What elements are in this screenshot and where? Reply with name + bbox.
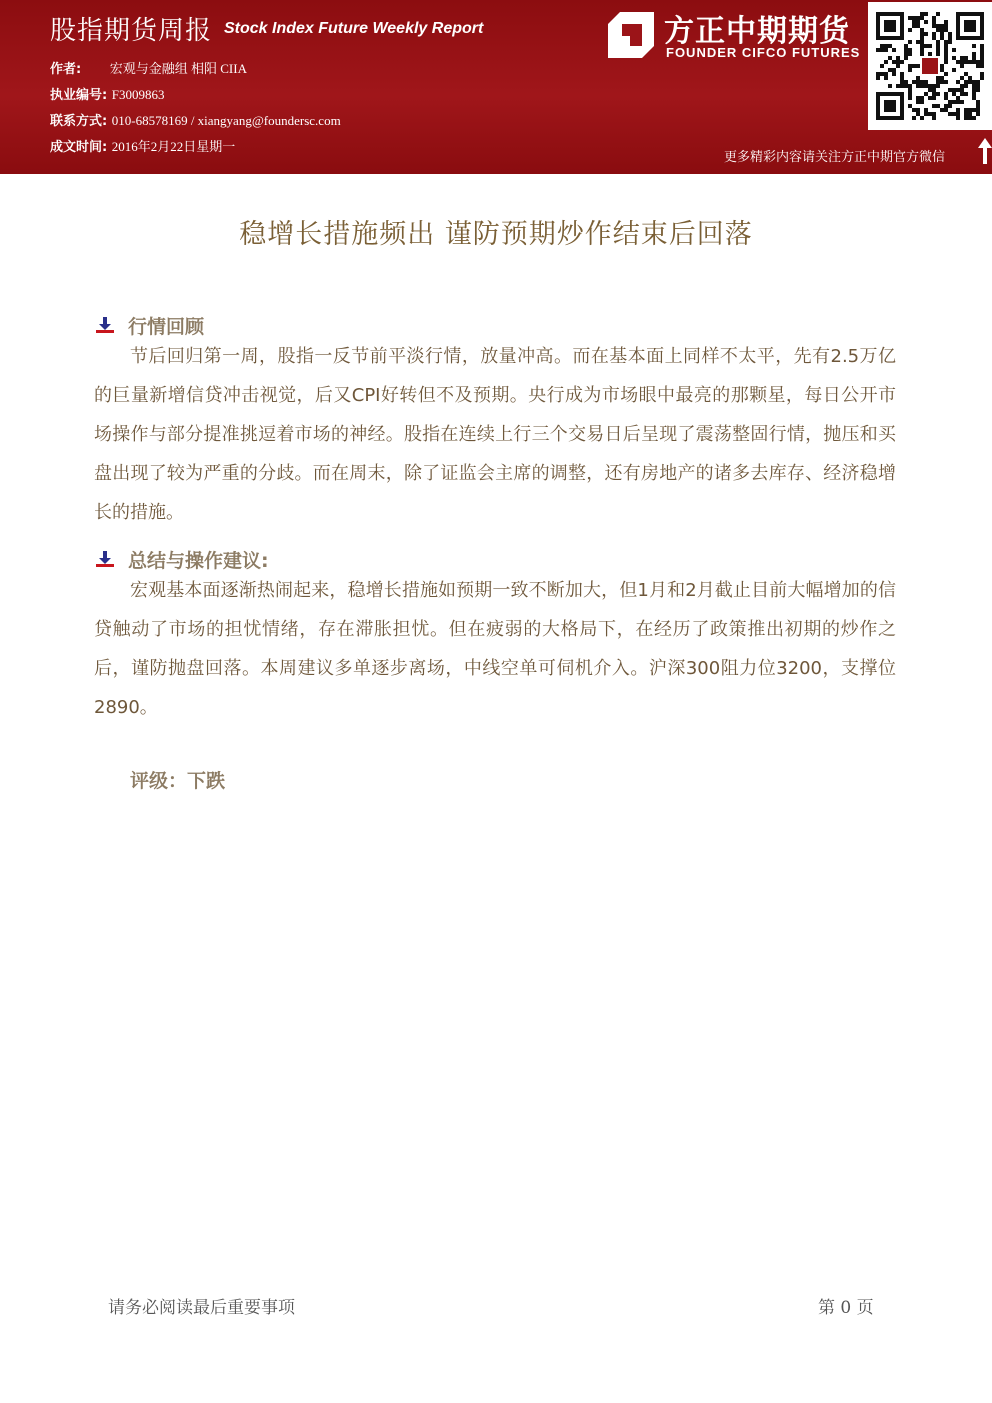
qr-code-icon xyxy=(868,2,992,130)
section-heading-summary xyxy=(96,546,269,573)
section-heading-text: 总结与操作建议: xyxy=(128,550,269,572)
section-body-market-review: 节后回归第一周，股指一反节前平淡行情，放量冲高。而在基本面上同样不太平，先有2.5万亿的巨量新增信贷冲击视觉，后又CPI好转但不及预期。央行成为市场眼中最亮的那颗星，每日公开市场操作与部分提准挑逗着市场的神经。股指在连续上行三个交易日后呈现了震荡整固行情，抛压和买盘出现了较为严重的分歧。而在周末，除了证监会主席的调整，还有房地产的诸多去库存、经济稳增长的措施。 xyxy=(94,346,896,523)
report-title: 股指期货周报 xyxy=(50,16,213,46)
founder-logo-icon xyxy=(608,12,654,58)
report-subtitle: Stock Index Future Weekly Report xyxy=(224,20,484,37)
report-header-banner xyxy=(0,0,992,174)
license-line xyxy=(50,84,164,103)
date-value: 2016年2月22日星期一 xyxy=(111,139,236,154)
arrow-up-icon xyxy=(978,138,992,164)
section-body-summary: 宏观基本面逐渐热闹起来，稳增长措施如预期一致不断加大，但1月和2月截止目前大幅增加的信贷触动了市场的担忧情绪，存在滞胀担忧。但在疲弱的大格局下，在经历了政策推出初期的炒作之后，谨防抛盘回落。本周建议多单逐步离场，中线空单可伺机介入。沪深300阻力位3200，支撑位2890。 xyxy=(94,580,896,718)
author-value: 宏观与金融组 相阳 CIIA xyxy=(109,61,247,76)
wechat-follow-note: 更多精彩内容请关注方正中期官方微信 xyxy=(724,150,946,165)
rating-label: 评级：下跌 xyxy=(130,770,226,792)
date-label: 成文时间: xyxy=(50,140,108,155)
section-heading-market-review xyxy=(96,312,204,339)
author-line xyxy=(50,58,247,77)
section-heading-text: 行情回顾 xyxy=(128,316,205,338)
contact-value: 010-68578169 / xiangyang@foundersc.com xyxy=(111,113,341,128)
document-title: 稳增长措施频出 谨防预期炒作结束后回落 xyxy=(239,219,753,250)
contact-label: 联系方式: xyxy=(50,114,108,129)
license-label: 执业编号: xyxy=(50,88,108,103)
contact-line xyxy=(50,110,341,129)
footer-notice: 请务必阅读最后重要事项 xyxy=(108,1298,295,1318)
company-logo-en: FOUNDER CIFCO FUTURES xyxy=(666,45,861,60)
company-logo-cn: 方正中期期货 xyxy=(664,14,850,49)
license-value: F3009863 xyxy=(111,87,165,102)
date-line xyxy=(50,136,235,155)
page-number: 第 0 页 xyxy=(818,1298,874,1318)
wechat-qr-code xyxy=(868,2,992,130)
section-bullet-icon xyxy=(96,551,114,569)
author-label: 作者: xyxy=(50,62,82,77)
section-bullet-icon xyxy=(96,317,114,335)
